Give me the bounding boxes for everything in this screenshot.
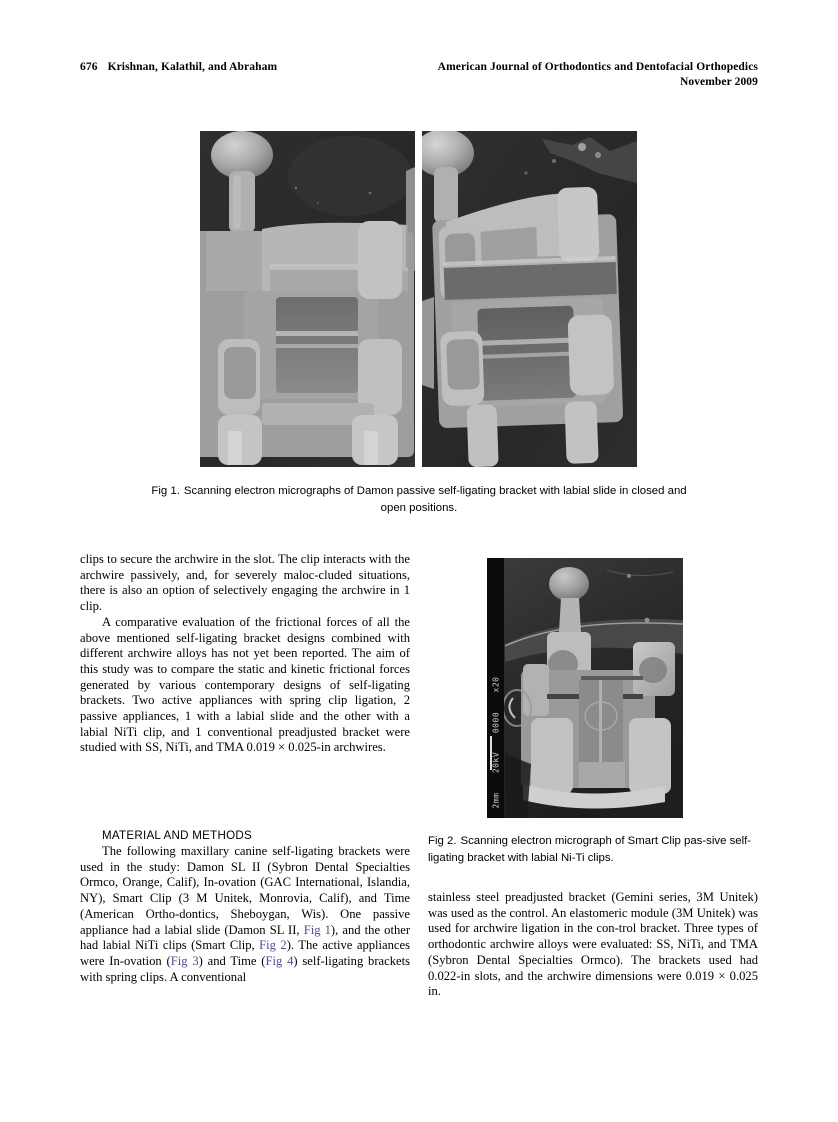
running-head-left xyxy=(80,60,277,75)
figure-2-caption xyxy=(428,833,758,866)
issue-date: November 2009 xyxy=(679,76,758,88)
section-heading-material-and-methods: MATERIAL AND METHODS xyxy=(102,829,252,842)
sem-micrograph-damon-closed xyxy=(200,131,415,467)
figure-2-reference-link[interactable]: Fig 2 xyxy=(259,938,287,953)
right-column-body xyxy=(428,890,758,1000)
methods-text-part3: ). The active appliances were In-ovation ( xyxy=(80,938,410,968)
running-head-authors: Krishnan, Kalathil, and Abraham xyxy=(107,61,278,73)
figure-1-panel-closed xyxy=(200,131,415,467)
figure-1-reference-link[interactable]: Fig 1 xyxy=(303,922,331,937)
figure-4-reference-link[interactable]: Fig 4 xyxy=(265,953,294,968)
sem-frame-number: 0000 xyxy=(491,711,500,734)
methods-text-part2: ), and the other had labial NiTi clips (Smart Clip, xyxy=(80,922,411,953)
methods-paragraph xyxy=(80,844,410,985)
journal-title: American Journal of Orthodontics and Dentofacial Orthopedics xyxy=(437,61,758,73)
figure-2-label: Fig 2. xyxy=(428,835,457,847)
page-folio-number: 676 xyxy=(80,61,98,73)
figure-2 xyxy=(487,558,683,818)
paragraph-continued: clips to secure the archwire in the slot. The clip interacts with the archwire passively, and, for severely maloc-cluded situations, there is also an option of selectively engaging the archwire in 1 clip. xyxy=(80,552,410,614)
methods-text-part5: ) self-ligating brackets with spring clips. A conventional xyxy=(80,953,411,984)
figure-3-reference-link[interactable]: Fig 3 xyxy=(170,953,199,968)
methods-text-part4: ) and Time ( xyxy=(198,953,266,968)
right-column-paragraph: stainless steel preadjusted bracket (Gemini series, 3M Unitek) was used as the control. An elastomeric module (3M Unitek) was used for archwire ligation in the con-trol bracket. Three types of orthodontic archwire alloys were evaluated: SS, NiTi, and TMA (Sybron Dental Specialties Ormco). The brackets used had 0.022-in slots, and the archwire dimensions were 0.019 × 0.025 in. xyxy=(428,890,758,999)
sem-info-strip xyxy=(487,558,504,818)
sem-voltage: 20kV xyxy=(491,751,500,774)
left-column-top xyxy=(80,552,410,756)
figure-1-label: Fig 1. xyxy=(151,485,180,497)
methods-text-part1: The following maxillary canine self-ligating brackets were used in the study: Damon SL II (Sybron Dental Specialties Ormco, Orange, Calif), In-ovation (GAC International, Islandia, NY), Smart Clip (3 M Unitek, Monrovia, Calif), and Time (American Ortho-dontics, Sheboygan, Wis). One passive appliance had a labial slide (Damon SL II, xyxy=(80,844,410,937)
figure-1-caption-line1: Scanning electron micrographs of Damon passive self-ligating bracket with labial slide xyxy=(183,485,617,497)
figure-1-caption xyxy=(145,483,693,516)
figure-1-caption-line2: in closed and open positions. xyxy=(380,485,687,514)
figure-1 xyxy=(200,131,637,467)
figure-2-caption-text: Scanning electron micrograph of Smart Clip pas-sive self-ligating bracket with labial Ni-Ti clips. xyxy=(428,835,752,864)
running-head-right xyxy=(438,60,758,90)
sem-scale-bar-line xyxy=(490,736,492,770)
sem-scale-bar-label: 2mm xyxy=(491,792,500,809)
sem-micrograph-smartclip xyxy=(487,558,683,818)
left-column-methods xyxy=(80,828,410,985)
running-head xyxy=(80,60,758,94)
sem-magnification: x20 xyxy=(491,676,500,693)
paragraph-aim: A comparative evaluation of the frictional forces of all the above mentioned self-ligating bracket designs combined with different archwire alloys has not yet been reported. The aim of this study was to compare the static and kinetic frictional forces generated by various contemporary designs of self-ligating brackets. Two active appliances with spring clip ligation, 2 passive appliances, 1 with a labial slide and the other with a labial NiTi clip, and 1 conventional preadjusted bracket were studied with SS, NiTi, and TMA 0.019 × 0.025-in archwires. xyxy=(80,614,410,755)
sem-micrograph-damon-open xyxy=(422,131,637,467)
figure-1-panel-open xyxy=(422,131,637,467)
